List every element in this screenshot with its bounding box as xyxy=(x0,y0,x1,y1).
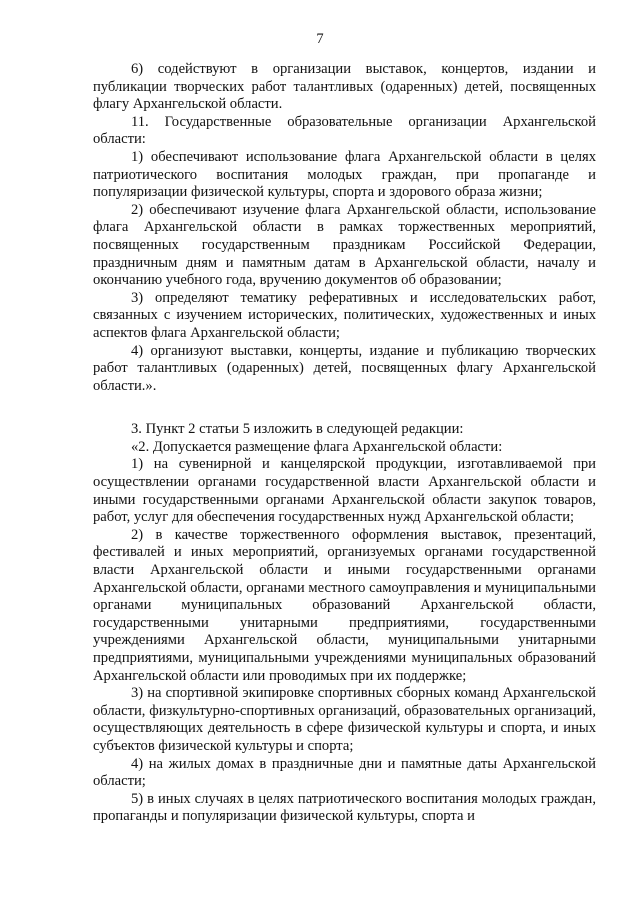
paragraph-subitem-3: 3) на спортивной экипировке спортивных сборных команд Архангельской области, физкультурно-спортивных организаций, образовательных организаций, осуществляющих деятельность в сфере физической культуры и спорта, и иных субъектов физической культуры и спорта; xyxy=(93,685,596,754)
paragraph-subitem-5: 5) в иных случаях в целях патриотического воспитания молодых граждан, пропаганды и популяризации физической культуры, спорта и xyxy=(93,790,596,825)
paragraph-item-1: 1) обеспечивают использование флага Архангельской области в целях патриотического воспитания молодых граждан, при пропаганде и популяризации физической культуры, спорта и здорового образа жизни; xyxy=(93,148,596,201)
paragraph-subitem-2: 2) в качестве торжественного оформления выставок, презентаций, фестивалей и иных мероприятий, организуемых органами государственной власти Архангельской области и иными государственными органами Архангельской области, органами местного самоуправления и муниципальными органами муниципальных образований Архангельской области, государственными унитарными предприятиями, государственными учреждениями Архангельской области, муниципальными унитарными предприятиями, муниципальными учреждениями муниципальных образований Архангельской области или проводимых при их поддержке; xyxy=(93,526,596,684)
paragraph-subitem-4: 4) на жилых домах в праздничные дни и памятные даты Архангельской области; xyxy=(93,755,596,790)
paragraph-item-4: 4) организуют выставки, концерты, издание и публикацию творческих работ талантливых (одаренных) детей, посвященных флагу Архангельской области.». xyxy=(93,342,596,394)
paragraph-point-2-intro: «2. Допускается размещение флага Архангельской области: xyxy=(131,438,503,455)
paragraph-article-11: 11. Государственные образовательные организации Архангельской области: xyxy=(93,113,596,148)
paragraph-item-2: 2) обеспечивают изучение флага Архангельской области, использование флага Архангельской области в рамках торжественных мероприятий, посвященных государственным праздникам Российской Федерации, праздничным дням и памятным датам в Архангельской области, началу и окончанию учебного года, вручению документов об образовании; xyxy=(93,201,596,289)
page-number: 7 xyxy=(316,31,324,47)
paragraph-item-6: 6) содействуют в организации выставок, концертов, издании и публикации творческих работ талантливых (одаренных) детей, посвященных флагу Архангельской области. xyxy=(93,61,596,113)
paragraph-gap xyxy=(93,395,596,421)
paragraph-point-3: 3. Пункт 2 статьи 5 изложить в следующей редакции: xyxy=(131,421,464,438)
document-body xyxy=(93,61,596,826)
paragraph-item-3: 3) определяют тематику реферативных и исследовательских работ, связанных с изучением исторических, политических, художественных и иных аспектов флага Архангельской области; xyxy=(93,289,596,341)
paragraph-subitem-1: 1) на сувенирной и канцелярской продукции, изготавливаемой при осуществлении органами государственной власти Архангельской области и иными государственными органами Архангельской области закупок товаров, работ, услуг для обеспечения государственных нужд Архангельской области; xyxy=(93,456,596,526)
